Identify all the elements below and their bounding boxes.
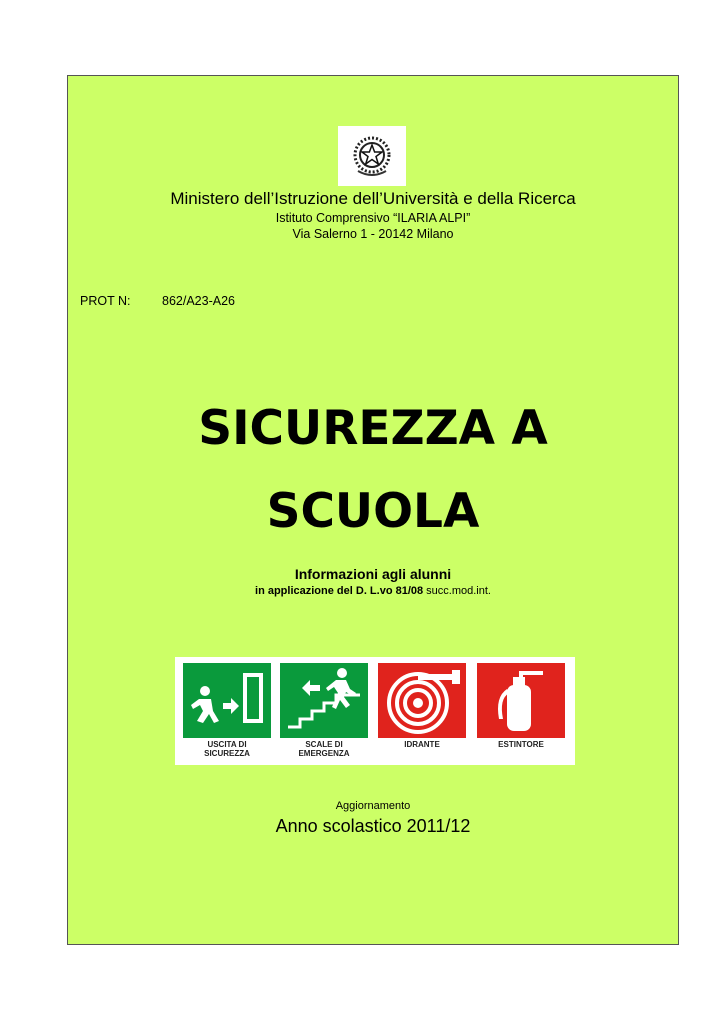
safety-signs-image [175,657,575,765]
sign-label-stairs-line2: EMERGENZA [298,749,350,758]
sign-label-exit-line2: SICUREZZA [204,749,250,758]
info-heading: Informazioni agli alunni [294,566,452,582]
sign-label-exit [183,740,271,758]
sign-label-extinguisher-line1: ESTINTORE [498,740,544,749]
school-name: Istituto Comprensivo “ILARIA ALPI” [275,211,471,225]
info-subtitle [68,585,678,597]
fire-extinguisher-icon [477,663,565,738]
sign-label-hydrant-line1: IDRANTE [404,740,440,749]
protocol-value: 862/A23-A26 [162,294,235,308]
fire-hose-icon [378,663,466,738]
info-subtitle-law: in applicazione del D. L.vo 81/08 [255,585,424,597]
sign-label-exit-line1: USCITA DI [207,740,247,749]
protocol-label: PROT N: [80,294,131,308]
document-title-line-1: SICUREZZA A [198,401,548,456]
republic-emblem-icon [338,126,406,186]
document-title-line-2: SCUOLA [266,484,480,539]
info-subtitle-rest: succ.mod.int. [423,585,491,597]
ministry-name: Ministero dell’Istruzione dell’Università e della Ricerca [170,189,576,208]
sign-label-hydrant [378,740,466,749]
school-year: Anno scolastico 2011/12 [275,816,471,836]
emergency-exit-icon [183,663,271,738]
school-address: Via Salerno 1 - 20142 Milano [292,227,454,241]
sign-label-stairs [280,740,368,758]
cover-page [67,75,679,945]
emergency-stairs-icon [280,663,368,738]
sign-label-extinguisher [477,740,565,749]
sign-label-stairs-line1: SCALE DI [305,740,343,749]
update-label: Aggiornamento [335,800,411,812]
